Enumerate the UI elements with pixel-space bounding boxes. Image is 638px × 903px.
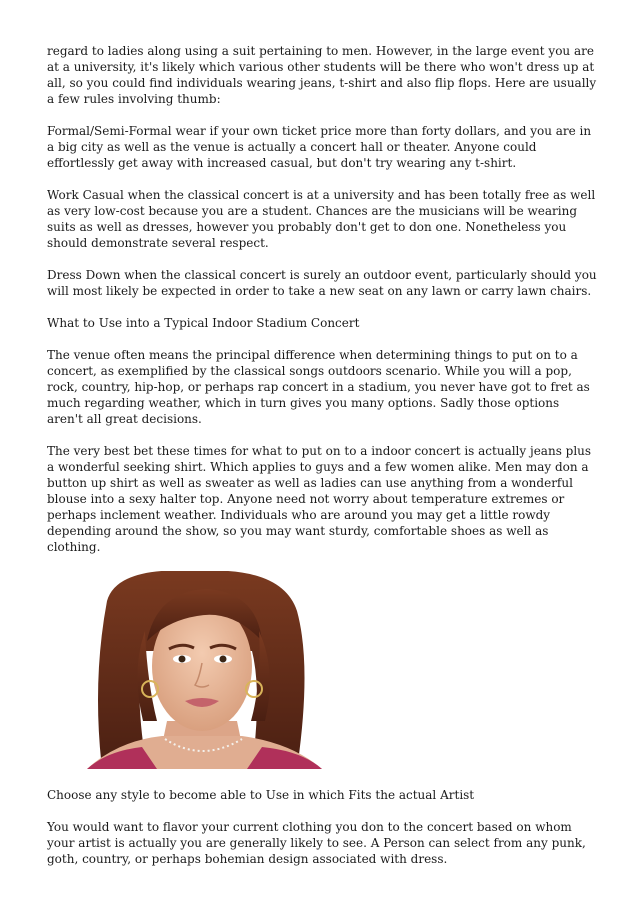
paragraph-work-casual: Work Casual when the classical concert is at a university and has been totally free as well as very low-cost because you are a student. Chances are the musicians will be wearing suits as well as dresses, however you probably don't get to don one. Nonetheless you should demonstrate several respect. bbox=[47, 188, 596, 250]
paragraph-dress-down: Dress Down when the classical concert is surely an outdoor event, particularly should you will most likely be expected in order to take a new seat on any lawn or carry lawn chairs. bbox=[47, 268, 597, 298]
paragraph-venue: The venue often means the principal difference when determining things to put on to a concert, as exemplified by the classical songs outdoors scenario. While you will a pop, rock, country, hip-hop, or perhaps rap concert in a stadium, you never have got to fret as much regarding weather, which in turn gives you many options. Sadly those options aren't all great decisions. bbox=[47, 348, 590, 426]
paragraph-formal: Formal/Semi-Formal wear if your own ticket price more than forty dollars, and you are in a big city as well as the venue is actually a concert hall or theater. Anyone could effortlessly get away with increased casual, but don't try wearing any t-shirt. bbox=[47, 124, 592, 170]
heading-style-fits-artist: Choose any style to become able to Use in which Fits the actual Artist bbox=[47, 788, 475, 802]
portrait-illustration bbox=[47, 571, 359, 769]
paragraph-intro: regard to ladies along using a suit pertaining to men. However, in the large event you are at a university, it's likely which various other students will be there who won't dress up at all, so you could find individuals wearing jeans, t-shirt and also flip flops. Here are usually a few rules involving thumb: bbox=[47, 44, 597, 106]
document-page bbox=[47, 43, 597, 883]
woman-portrait-image bbox=[47, 571, 359, 769]
paragraph-best-bet: The very best bet these times for what to put on to a indoor concert is actually jeans plus a wonderful seeking shirt. Which applies to guys and a few women alike. Men may don a button up shirt as well as sweater as well as ladies can use anything from a wonderful blouse into a sexy halter top. Anyone need not worry about temperature extremes or perhaps inclement weather. Individuals who are around you may get a little rowdy depending around the show, so you may want sturdy, comfortable shoes as well as clothing. bbox=[47, 444, 592, 554]
paragraph-flavor-clothing: You would want to flavor your current clothing you don to the concert based on whom your artist is actually you are generally likely to see. A Person can select from any punk, goth, country, or perhaps bohemian design associated with dress. bbox=[47, 820, 586, 866]
heading-indoor-stadium: What to Use into a Typical Indoor Stadium Concert bbox=[47, 316, 360, 330]
